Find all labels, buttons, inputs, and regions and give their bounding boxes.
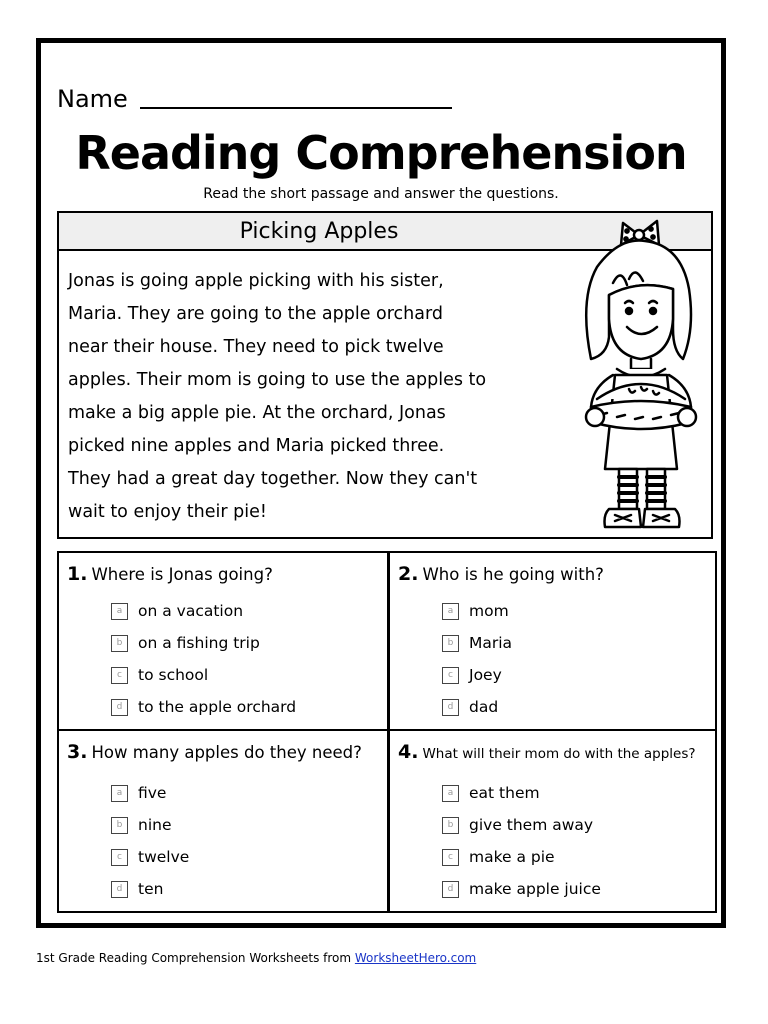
answer-option[interactable]: [442, 781, 540, 805]
answer-checkbox[interactable]: d: [442, 881, 459, 898]
footer-link[interactable]: WorksheetHero.com: [354, 951, 477, 965]
question-3: [59, 731, 387, 911]
worksheet-subtitle: Read the short passage and answer the questions.: [203, 186, 559, 202]
answer-checkbox[interactable]: a: [111, 603, 128, 620]
question-text: What will their mom do with the apples?: [422, 746, 696, 762]
question-1-title: [67, 561, 273, 588]
answer-checkbox[interactable]: d: [442, 699, 459, 716]
passage-line: They had a great day together. Now they can't: [68, 469, 478, 489]
answer-checkbox[interactable]: d: [111, 699, 128, 716]
footer-text: 1st Grade Reading Comprehension Worksheets from: [36, 951, 355, 965]
answer-checkbox[interactable]: b: [442, 635, 459, 652]
answer-option[interactable]: [442, 845, 555, 869]
answer-option[interactable]: [111, 813, 172, 837]
answer-label: to the apple orchard: [138, 698, 297, 716]
passage-box: [57, 211, 713, 539]
passage-text: [68, 265, 548, 529]
answer-label: ten: [138, 880, 164, 898]
questions-grid: [57, 551, 717, 913]
name-row: [57, 79, 477, 113]
question-2: [390, 553, 715, 729]
answer-option[interactable]: [111, 845, 189, 869]
answer-label: make apple juice: [469, 880, 601, 898]
answer-label: to school: [138, 666, 209, 684]
name-line[interactable]: [140, 107, 452, 109]
answer-checkbox[interactable]: c: [111, 849, 128, 866]
answer-option[interactable]: [111, 877, 163, 901]
answer-option[interactable]: [111, 781, 166, 805]
question-number: 2.: [398, 563, 419, 585]
answer-option[interactable]: [111, 631, 260, 655]
question-number: 1.: [67, 563, 88, 585]
footer: [36, 950, 476, 966]
answer-label: mom: [469, 602, 509, 620]
answer-label: dad: [469, 698, 499, 716]
question-number: 3.: [67, 741, 88, 763]
passage-line: apples. Their mom is going to use the apples to: [68, 370, 487, 390]
answer-checkbox[interactable]: b: [111, 817, 128, 834]
question-1: [59, 553, 387, 729]
answer-option[interactable]: [111, 695, 296, 719]
girl-holding-pie-illustration: [569, 209, 713, 537]
passage-line: wait to enjoy their pie!: [68, 502, 267, 522]
answer-checkbox[interactable]: b: [442, 817, 459, 834]
answer-label: on a fishing trip: [138, 634, 260, 652]
question-text: How many apples do they need?: [91, 743, 362, 762]
answer-label: eat them: [469, 784, 540, 802]
answer-checkbox[interactable]: b: [111, 635, 128, 652]
answer-checkbox[interactable]: c: [442, 667, 459, 684]
answer-label: twelve: [138, 848, 190, 866]
answer-label: make a pie: [469, 848, 555, 866]
answer-option[interactable]: [442, 695, 498, 719]
question-text: Who is he going with?: [422, 565, 604, 584]
answer-label: on a vacation: [138, 602, 244, 620]
passage-line: Maria. They are going to the apple orchard: [68, 304, 443, 324]
answer-checkbox[interactable]: a: [442, 603, 459, 620]
question-2-title: [398, 561, 604, 588]
answer-option[interactable]: [111, 663, 208, 687]
answer-option[interactable]: [442, 599, 509, 623]
worksheet: [36, 38, 726, 928]
question-3-title: [67, 739, 362, 766]
question-4: [390, 731, 715, 911]
answer-checkbox[interactable]: d: [111, 881, 128, 898]
answer-label: give them away: [469, 816, 594, 834]
answer-checkbox[interactable]: c: [442, 849, 459, 866]
passage-title: Picking Apples: [59, 213, 579, 251]
answer-label: nine: [138, 816, 172, 834]
name-label: Name: [57, 85, 128, 113]
answer-label: five: [138, 784, 167, 802]
answer-checkbox[interactable]: a: [442, 785, 459, 802]
answer-label: Maria: [469, 634, 513, 652]
answer-option[interactable]: [442, 631, 512, 655]
answer-option[interactable]: [442, 663, 502, 687]
answer-checkbox[interactable]: a: [111, 785, 128, 802]
question-4-title: [398, 739, 696, 767]
passage-line: picked nine apples and Maria picked three.: [68, 436, 445, 456]
answer-option[interactable]: [111, 599, 243, 623]
question-text: Where is Jonas going?: [91, 565, 273, 584]
worksheet-title: Reading Comprehension: [75, 126, 687, 180]
question-number: 4.: [398, 741, 419, 763]
passage-line: make a big apple pie. At the orchard, Jonas: [68, 403, 446, 423]
answer-option[interactable]: [442, 877, 601, 901]
answer-label: Joey: [469, 666, 502, 684]
passage-line: Jonas is going apple picking with his sister,: [68, 271, 444, 291]
passage-line: near their house. They need to pick twelve: [68, 337, 444, 357]
answer-checkbox[interactable]: c: [111, 667, 128, 684]
answer-option[interactable]: [442, 813, 593, 837]
